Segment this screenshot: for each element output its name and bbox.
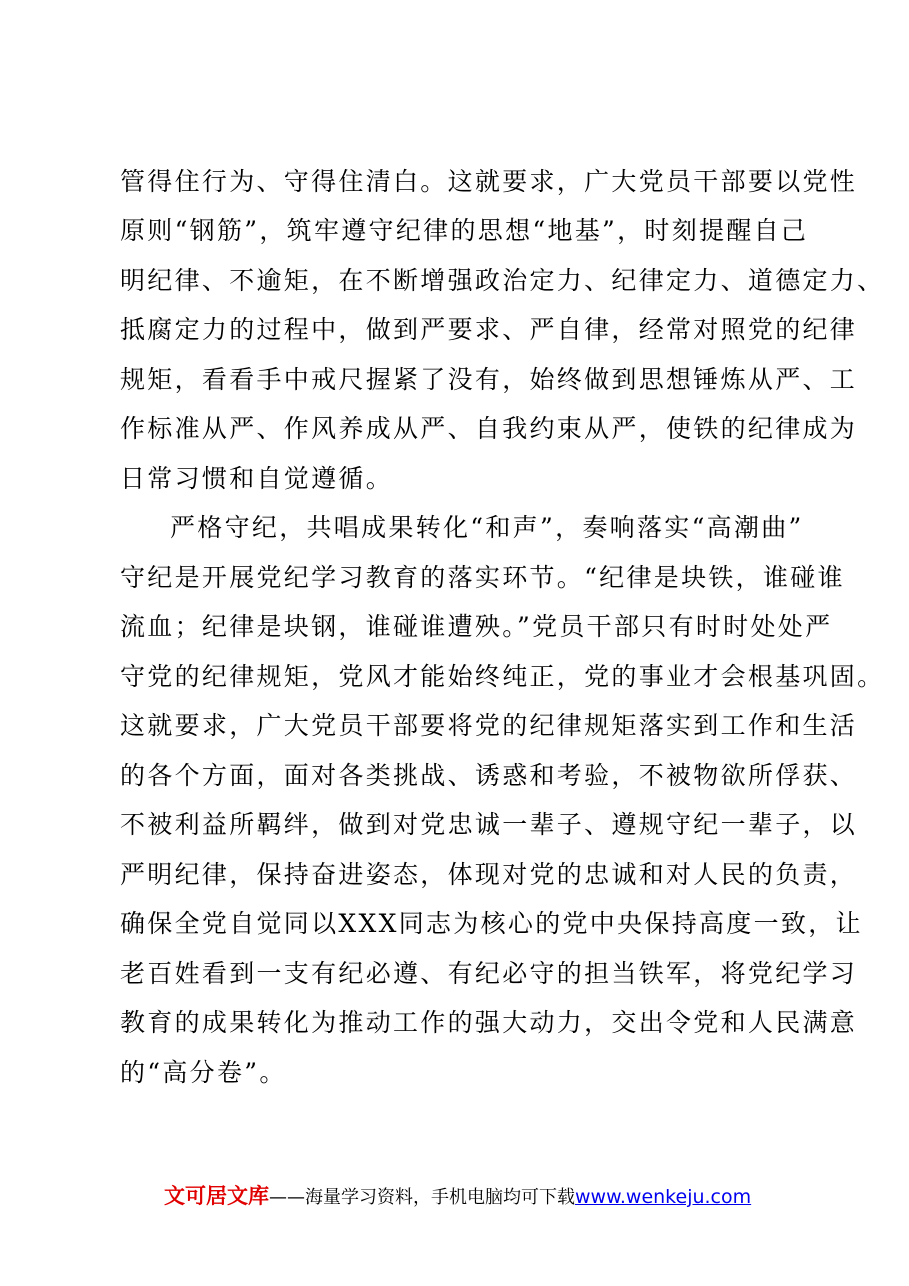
body-line: 作标准从严、作风养成从严、自我约束从严，使铁的纪律成为	[120, 414, 858, 443]
footer-site-link[interactable]: www.wenkeju.com	[575, 1186, 752, 1208]
body-line: 抵腐定力的过程中，做到严要求、严自律，经常对照党的纪律	[120, 315, 858, 344]
footer-banner	[164, 1184, 751, 1210]
body-line: 不被利益所羁绊，做到对党忠诚一辈子、遵规守纪一辈子，以	[120, 810, 858, 839]
footer-brand: 文可居文库	[164, 1184, 269, 1208]
body-line: 规矩，看看手中戒尺握紧了没有，始终做到思想锤炼从严、工	[120, 365, 858, 394]
body-line: 流血；纪律是块钢，谁碰谁遭殃。”党员干部只有时时处处严	[120, 612, 833, 641]
body-line: 教育的成果转化为推动工作的强大动力，交出令党和人民满意	[120, 1008, 858, 1037]
body-line: 守党的纪律规矩，党风才能始终纯正，党的事业才会根基巩固。	[120, 662, 885, 691]
body-line: 老百姓看到一支有纪必遵、有纪必守的担当铁军，将党纪学习	[120, 959, 858, 988]
body-line: 守纪是开展党纪学习教育的落实环节。“纪律是块铁，谁碰谁	[120, 563, 845, 592]
footer-tagline: ——海量学习资料，手机电脑均可下载	[269, 1187, 575, 1208]
body-line: 这就要求，广大党员干部要将党的纪律规矩落实到工作和生活	[120, 711, 858, 740]
body-line: 的“高分卷”。	[120, 1058, 287, 1087]
body-line: 明纪律、不逾矩，在不断增强政治定力、纪律定力、道德定力、	[120, 266, 885, 295]
section-heading: 严格守纪，共唱成果转化“和声”，奏响落实“高潮曲”	[170, 513, 804, 542]
body-line: 日常习惯和自觉遵循。	[120, 464, 394, 493]
body-line: 管得住行为、守得住清白。这就要求，广大党员干部要以党性	[120, 167, 858, 196]
body-line: 的各个方面，面对各类挑战、诱惑和考验，不被物欲所俘获、	[120, 761, 858, 790]
body-line: 原则“钢筋”，筑牢遵守纪律的思想“地基”，时刻提醒自己	[120, 216, 809, 245]
body-line: 严明纪律，保持奋进姿态，体现对党的忠诚和对人民的负责，	[120, 860, 858, 889]
body-line: 确保全党自觉同以XXX同志为核心的党中央保持高度一致，让	[120, 909, 863, 938]
